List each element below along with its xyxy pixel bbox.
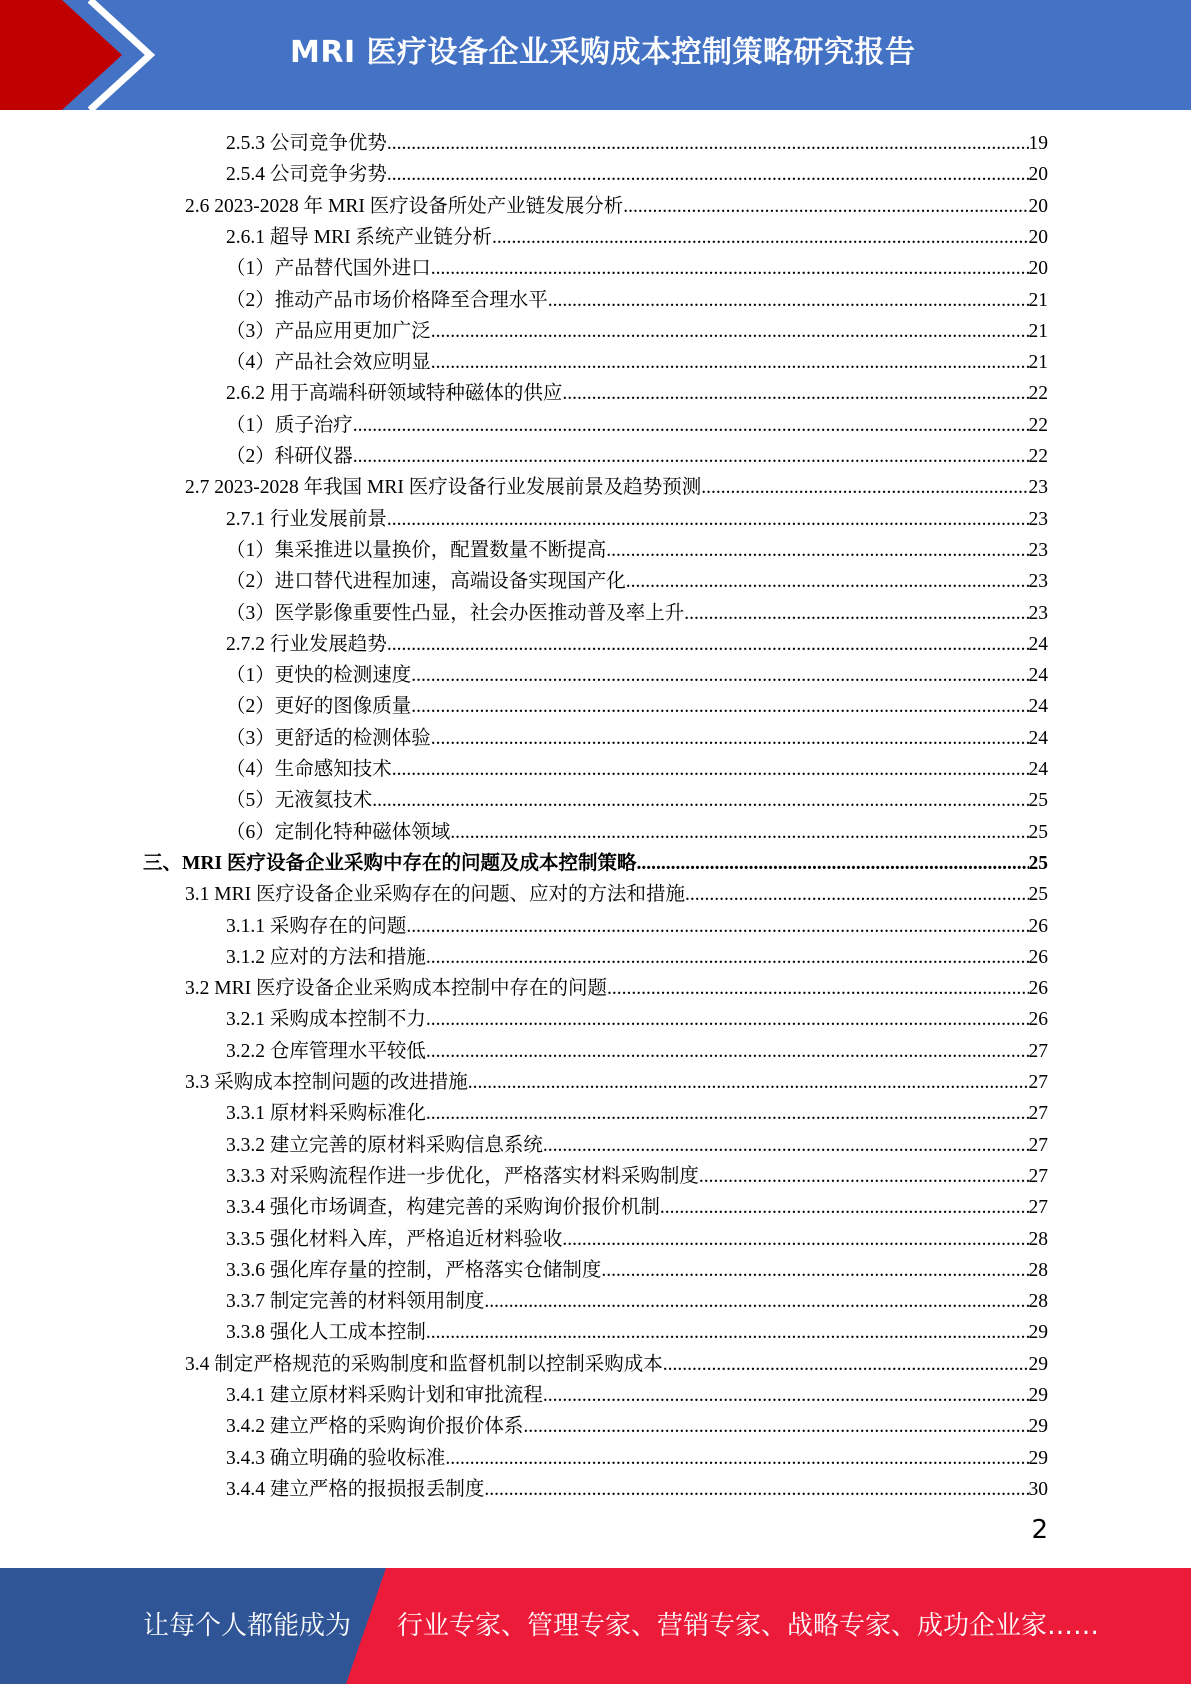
toc-leader-dots [406, 911, 1028, 942]
toc-entry-page: 29 [1028, 1385, 1048, 1406]
toc-leader-dots [353, 410, 1029, 441]
toc-entry-page: 25 [1028, 822, 1048, 843]
toc-leader-dots [684, 598, 1028, 629]
toc-leader-dots [562, 1224, 1028, 1255]
toc-leader-dots [663, 1349, 1029, 1380]
toc-entry-page: 24 [1028, 665, 1048, 686]
toc-entry-label: 3.3.2 建立完善的原材料采购信息系统 [226, 1135, 543, 1156]
toc-leader-dots [387, 629, 1029, 660]
toc-leader-dots [492, 222, 1029, 253]
toc-leader-dots [523, 1411, 1028, 1442]
toc-leader-dots [426, 1098, 1029, 1129]
toc-leader-dots [701, 472, 1028, 503]
toc-entry[interactable] [226, 347, 1048, 378]
toc-entry-label: 2.6 2023-2028 年 MRI 医疗设备所处产业链发展分析 [185, 196, 624, 217]
toc-entry-page: 30 [1028, 1479, 1048, 1500]
toc-leader-dots [387, 504, 1029, 535]
toc-leader-dots [543, 1380, 1029, 1411]
toc-entry-label: 3.2.1 采购成本控制不力 [226, 1009, 426, 1030]
toc-leader-dots [626, 566, 1029, 597]
toc-leader-dots [484, 1474, 1028, 1505]
toc-entry-page: 27 [1028, 1041, 1048, 1062]
toc-entry-page: 28 [1028, 1229, 1048, 1250]
toc-entry[interactable] [226, 378, 1048, 409]
toc-entry[interactable] [226, 159, 1048, 190]
toc-entry-page: 26 [1028, 978, 1048, 999]
toc-entry-label: 3.3.5 强化材料入库，严格追近材料验收 [226, 1229, 563, 1250]
toc-entry-page: 29 [1028, 1448, 1048, 1469]
toc-leader-dots [426, 1004, 1029, 1035]
toc-entry-page: 25 [1028, 884, 1048, 905]
toc-entry-label: （5）无液氦技术 [226, 790, 373, 811]
toc-leader-dots [431, 347, 1029, 378]
toc-entry-page: 23 [1028, 509, 1048, 530]
toc-entry[interactable] [226, 691, 1048, 722]
toc-leader-dots [699, 1161, 1029, 1192]
toc-entry-label: 3.4 制定严格规范的采购制度和监督机制以控制采购成本 [185, 1354, 663, 1375]
toc-entry[interactable] [226, 1130, 1048, 1161]
toc-leader-dots [543, 1130, 1029, 1161]
toc-entry[interactable] [226, 1161, 1048, 1192]
toc-entry-page: 29 [1028, 1354, 1048, 1375]
toc-entry-page: 28 [1028, 1260, 1048, 1281]
toc-entry-page: 27 [1028, 1103, 1048, 1124]
toc-entry-page: 20 [1028, 227, 1048, 248]
toc-entry-page: 27 [1028, 1072, 1048, 1093]
toc-entry-label: 3.1 MRI 医疗设备企业采购存在的问题、应对的方法和措施 [185, 884, 685, 905]
toc-entry[interactable] [226, 1255, 1048, 1286]
toc-leader-dots [411, 691, 1028, 722]
toc-entry-label: （2）进口替代进程加速，高端设备实现国产化 [226, 571, 626, 592]
toc-entry-page: 26 [1028, 947, 1048, 968]
toc-leader-dots [431, 253, 1029, 284]
toc-entry[interactable] [185, 879, 1048, 910]
toc-leader-dots [445, 1443, 1028, 1474]
toc-entry-page: 20 [1028, 258, 1048, 279]
toc-entry[interactable] [226, 629, 1048, 660]
toc-entry[interactable] [226, 410, 1048, 441]
toc-entry-label: 3.4.1 建立原材料采购计划和审批流程 [226, 1385, 543, 1406]
header-banner [0, 0, 1191, 110]
toc-entry[interactable] [226, 785, 1048, 816]
toc-entry-label: 2.6.2 用于高端科研领域特种磁体的供应 [226, 383, 563, 404]
toc-entry-label: 2.6.1 超导 MRI 系统产业链分析 [226, 227, 492, 248]
toc-entry-label: （4）生命感知技术 [226, 759, 392, 780]
toc-entry[interactable] [226, 316, 1048, 347]
toc-leader-dots [387, 159, 1029, 190]
toc-entry-label: （2）科研仪器 [226, 446, 353, 467]
toc-entry[interactable] [226, 1317, 1048, 1348]
toc-entry[interactable] [185, 1067, 1048, 1098]
toc-entry-page: 21 [1028, 352, 1048, 373]
toc-entry[interactable] [226, 504, 1048, 535]
toc-entry[interactable] [226, 598, 1048, 629]
toc-entry-page: 22 [1028, 383, 1048, 404]
toc-leader-dots [660, 1192, 1029, 1223]
toc-entry-label: （1）集采推进以量换价，配置数量不断提高 [226, 540, 607, 561]
toc-entry-page: 23 [1028, 571, 1048, 592]
toc-leader-dots [685, 879, 1029, 910]
toc-entry-page: 19 [1028, 133, 1048, 154]
toc-entry-label: （4）产品社会效应明显 [226, 352, 431, 373]
toc-entry-label: 3.3.3 对采购流程作进一步优化，严格落实材料采购制度 [226, 1166, 699, 1187]
toc-entry-page: 22 [1028, 415, 1048, 436]
toc-entry[interactable] [226, 1192, 1048, 1223]
toc-entry-label: 3.4.2 建立严格的采购询价报价体系 [226, 1416, 524, 1437]
toc-entry-label: 3.4.4 建立严格的报损报丢制度 [226, 1479, 485, 1500]
toc-leader-dots [372, 785, 1028, 816]
toc-entry[interactable] [226, 566, 1048, 597]
toc-entry-page: 29 [1028, 1416, 1048, 1437]
toc-entry[interactable] [226, 723, 1048, 754]
toc-leader-dots [484, 1286, 1028, 1317]
toc-entry[interactable] [185, 191, 1048, 222]
toc-leader-dots [431, 316, 1029, 347]
toc-entry[interactable] [226, 1036, 1048, 1067]
toc-leader-dots [450, 817, 1028, 848]
toc-leader-dots [392, 754, 1029, 785]
toc-entry[interactable] [226, 1474, 1048, 1505]
toc-entry-page: 20 [1028, 164, 1048, 185]
toc-entry[interactable] [226, 911, 1048, 942]
toc-entry-page: 23 [1028, 540, 1048, 561]
toc-entry[interactable] [185, 472, 1048, 503]
toc-leader-dots [606, 535, 1028, 566]
toc-entry-page: 25 [1028, 790, 1048, 811]
toc-leader-dots [607, 973, 1029, 1004]
toc-leader-dots [426, 942, 1029, 973]
page-number: 2 [1031, 1515, 1048, 1545]
footer-banner [0, 1568, 1191, 1684]
toc-entry[interactable] [226, 128, 1048, 159]
toc-entry[interactable] [226, 1380, 1048, 1411]
toc-entry-label: 3.3.1 原材料采购标准化 [226, 1103, 426, 1124]
toc-entry[interactable] [226, 441, 1048, 472]
toc-entry-label: 3.3.4 强化市场调查，构建完善的采购询价报价机制 [226, 1197, 660, 1218]
toc-entry-label: 3.3 采购成本控制问题的改进措施 [185, 1072, 468, 1093]
toc-leader-dots [636, 848, 1028, 879]
toc-leader-dots [623, 191, 1028, 222]
toc-entry[interactable] [226, 535, 1048, 566]
toc-entry-label: （3）更舒适的检测体验 [226, 728, 431, 749]
toc-entry-label: （1）产品替代国外进口 [226, 258, 431, 279]
toc-leader-dots [353, 441, 1029, 472]
toc-entry[interactable] [226, 285, 1048, 316]
toc-entry-page: 28 [1028, 1291, 1048, 1312]
toc-entry-page: 27 [1028, 1166, 1048, 1187]
toc-entry-label: （1）质子治疗 [226, 415, 353, 436]
toc-entry[interactable] [226, 1224, 1048, 1255]
toc-entry-label: 3.3.6 强化库存量的控制，严格落实仓储制度 [226, 1260, 602, 1281]
toc-entry-label: （1）更快的检测速度 [226, 665, 412, 686]
toc-entry[interactable] [226, 817, 1048, 848]
toc-entry-label: 3.2.2 仓库管理水平较低 [226, 1041, 426, 1062]
toc-entry[interactable] [226, 660, 1048, 691]
toc-entry-page: 23 [1028, 603, 1048, 624]
footer-slogan-left: 让每个人都能成为 [143, 1611, 352, 1641]
toc-leader-dots [468, 1067, 1029, 1098]
toc-entry-page: 29 [1028, 1322, 1048, 1343]
toc-entry-page: 24 [1028, 634, 1048, 655]
report-title: MRI 医疗设备企业采购成本控制策略研究报告 [290, 35, 916, 70]
toc-entry-label: 3.2 MRI 医疗设备企业采购成本控制中存在的问题 [185, 978, 607, 999]
toc-leader-dots [548, 285, 1029, 316]
toc-leader-dots [562, 378, 1028, 409]
toc-leader-dots [426, 1036, 1029, 1067]
toc-entry[interactable] [226, 942, 1048, 973]
toc-entry[interactable] [185, 1349, 1048, 1380]
toc-entry-label: （6）定制化特种磁体领域 [226, 822, 451, 843]
toc-entry-label: 2.5.4 公司竞争劣势 [226, 164, 387, 185]
toc-entry-label: 2.7.1 行业发展前景 [226, 509, 387, 530]
toc-entry[interactable] [226, 222, 1048, 253]
toc-entry-label: 3.1.2 应对的方法和措施 [226, 947, 426, 968]
toc-entry[interactable] [226, 754, 1048, 785]
toc-entry-page: 26 [1028, 1009, 1048, 1030]
toc-entry[interactable] [226, 1098, 1048, 1129]
toc-entry-label: （2）更好的图像质量 [226, 696, 412, 717]
footer-slogan-right: 行业专家、管理专家、营销专家、战略专家、成功企业家…… [397, 1611, 1100, 1641]
toc-entry-label: 3.3.8 强化人工成本控制 [226, 1322, 426, 1343]
toc-entry[interactable] [226, 253, 1048, 284]
toc-entry[interactable] [185, 973, 1048, 1004]
toc-leader-dots [411, 660, 1028, 691]
toc-entry-page: 26 [1028, 916, 1048, 937]
toc-leader-dots [601, 1255, 1028, 1286]
toc-entry-label: （2）推动产品市场价格降至合理水平 [226, 290, 548, 311]
toc-entry-page: 20 [1028, 196, 1048, 217]
toc-entry-label: 三、MRI 医疗设备企业采购中存在的问题及成本控制策略 [143, 853, 637, 874]
toc-entry-page: 23 [1028, 477, 1048, 498]
toc-entry-page: 24 [1028, 759, 1048, 780]
toc-leader-dots [387, 128, 1029, 159]
toc-entry-label: 3.4.3 确立明确的验收标准 [226, 1448, 446, 1469]
toc-entry[interactable] [143, 848, 1048, 879]
toc-entry-label: 2.7 2023-2028 年我国 MRI 医疗设备行业发展前景及趋势预测 [185, 477, 702, 498]
toc-entry-label: 3.3.7 制定完善的材料领用制度 [226, 1291, 485, 1312]
toc-entry-page: 24 [1028, 728, 1048, 749]
toc-entry-page: 21 [1028, 290, 1048, 311]
toc-entry-page: 24 [1028, 696, 1048, 717]
toc-entry-label: 2.5.3 公司竞争优势 [226, 133, 387, 154]
toc-entry[interactable] [226, 1004, 1048, 1035]
toc-entry-page: 27 [1028, 1197, 1048, 1218]
toc-entry-label: （3）医学影像重要性凸显，社会办医推动普及率上升 [226, 603, 685, 624]
toc-leader-dots [431, 723, 1029, 754]
toc-entry-label: （3）产品应用更加广泛 [226, 321, 431, 342]
toc-entry-page: 25 [1028, 853, 1048, 874]
toc-entry[interactable] [226, 1286, 1048, 1317]
toc-entry-label: 2.7.2 行业发展趋势 [226, 634, 387, 655]
toc-entry-page: 21 [1028, 321, 1048, 342]
toc-entry[interactable] [226, 1411, 1048, 1442]
toc-entry-label: 3.1.1 采购存在的问题 [226, 916, 407, 937]
toc-entry-page: 22 [1028, 446, 1048, 467]
toc-leader-dots [426, 1317, 1029, 1348]
toc-entry-page: 27 [1028, 1135, 1048, 1156]
toc-entry[interactable] [226, 1443, 1048, 1474]
